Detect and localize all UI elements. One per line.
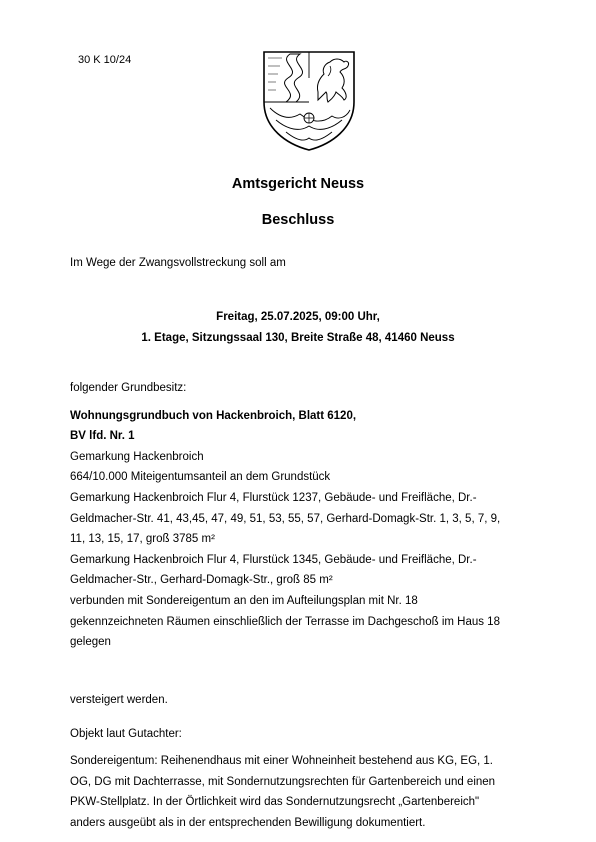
appointment-block	[0, 307, 596, 349]
appointment-date: Freitag, 25.07.2025, 09:00 Uhr,	[216, 311, 380, 323]
document-title: Beschluss	[261, 212, 335, 228]
court-name: Amtsgericht Neuss	[231, 176, 365, 192]
property-lead: folgender Grundbesitz:	[70, 382, 187, 394]
appraisal-line: anders ausgeübt als in der entsprechenden Bewilligung dokumentiert.	[70, 816, 426, 829]
property-line: Gemarkung Hackenbroich Flur 4, Flurstück 1237, Gebäude- und Freifläche, Dr.-	[70, 491, 477, 504]
appraisal-line: PKW-Stellplatz. In der Örtlichkeit wird das Sondernutzungsrecht „Gartenbereich"	[70, 796, 480, 809]
property-line: Gemarkung Hackenbroich Flur 4, Flurstück 1345, Gebäude- und Freifläche, Dr.-	[70, 553, 477, 566]
property-line: Gemarkung Hackenbroich	[70, 450, 204, 463]
property-line: 11, 13, 15, 17, groß 3785 m²	[70, 533, 215, 546]
property-line: verbunden mit Sondereigentum an den im Aufteilungsplan mit Nr. 18	[70, 594, 418, 607]
bv-line: BV lfd. Nr. 1	[70, 430, 135, 443]
property-line: Geldmacher-Str. 41, 43,45, 47, 49, 51, 53, 55, 57, Gerhard-Domagk-Str. 1, 3, 5, 7, 9,	[70, 512, 501, 525]
document-body	[70, 378, 540, 833]
appraisal-line: Sondereigentum: Reihenendhaus mit einer Wohneinheit bestehend aus KG, EG, 1.	[70, 754, 494, 767]
property-line: gelegen	[70, 636, 111, 649]
register-line: Wohnungsgrundbuch von Hackenbroich, Blatt 6120,	[70, 409, 357, 422]
file-number: 30 K 10/24	[78, 54, 132, 66]
appraisal-line: OG, DG mit Dachterrasse, mit Sondernutzungsrechten für Gartenbereich und einen	[70, 775, 496, 788]
intro-text: Im Wege der Zwangsvollstreckung soll am	[70, 257, 286, 269]
property-line: Geldmacher-Str., Gerhard-Domagk-Str., groß 85 m²	[70, 574, 333, 587]
property-line: 664/10.000 Miteigentumsanteil an dem Grundstück	[70, 471, 331, 484]
appraisal-heading: Objekt laut Gutachter:	[70, 728, 182, 741]
coat-of-arms-icon	[260, 48, 358, 152]
property-line: gekennzeichneten Räumen einschließlich der Terrasse im Dachgeschoß im Haus 18	[70, 615, 500, 628]
appointment-location: 1. Etage, Sitzungssaal 130, Breite Straße 48, 41460 Neuss	[141, 332, 455, 344]
auction-line: versteigert werden.	[70, 693, 168, 706]
